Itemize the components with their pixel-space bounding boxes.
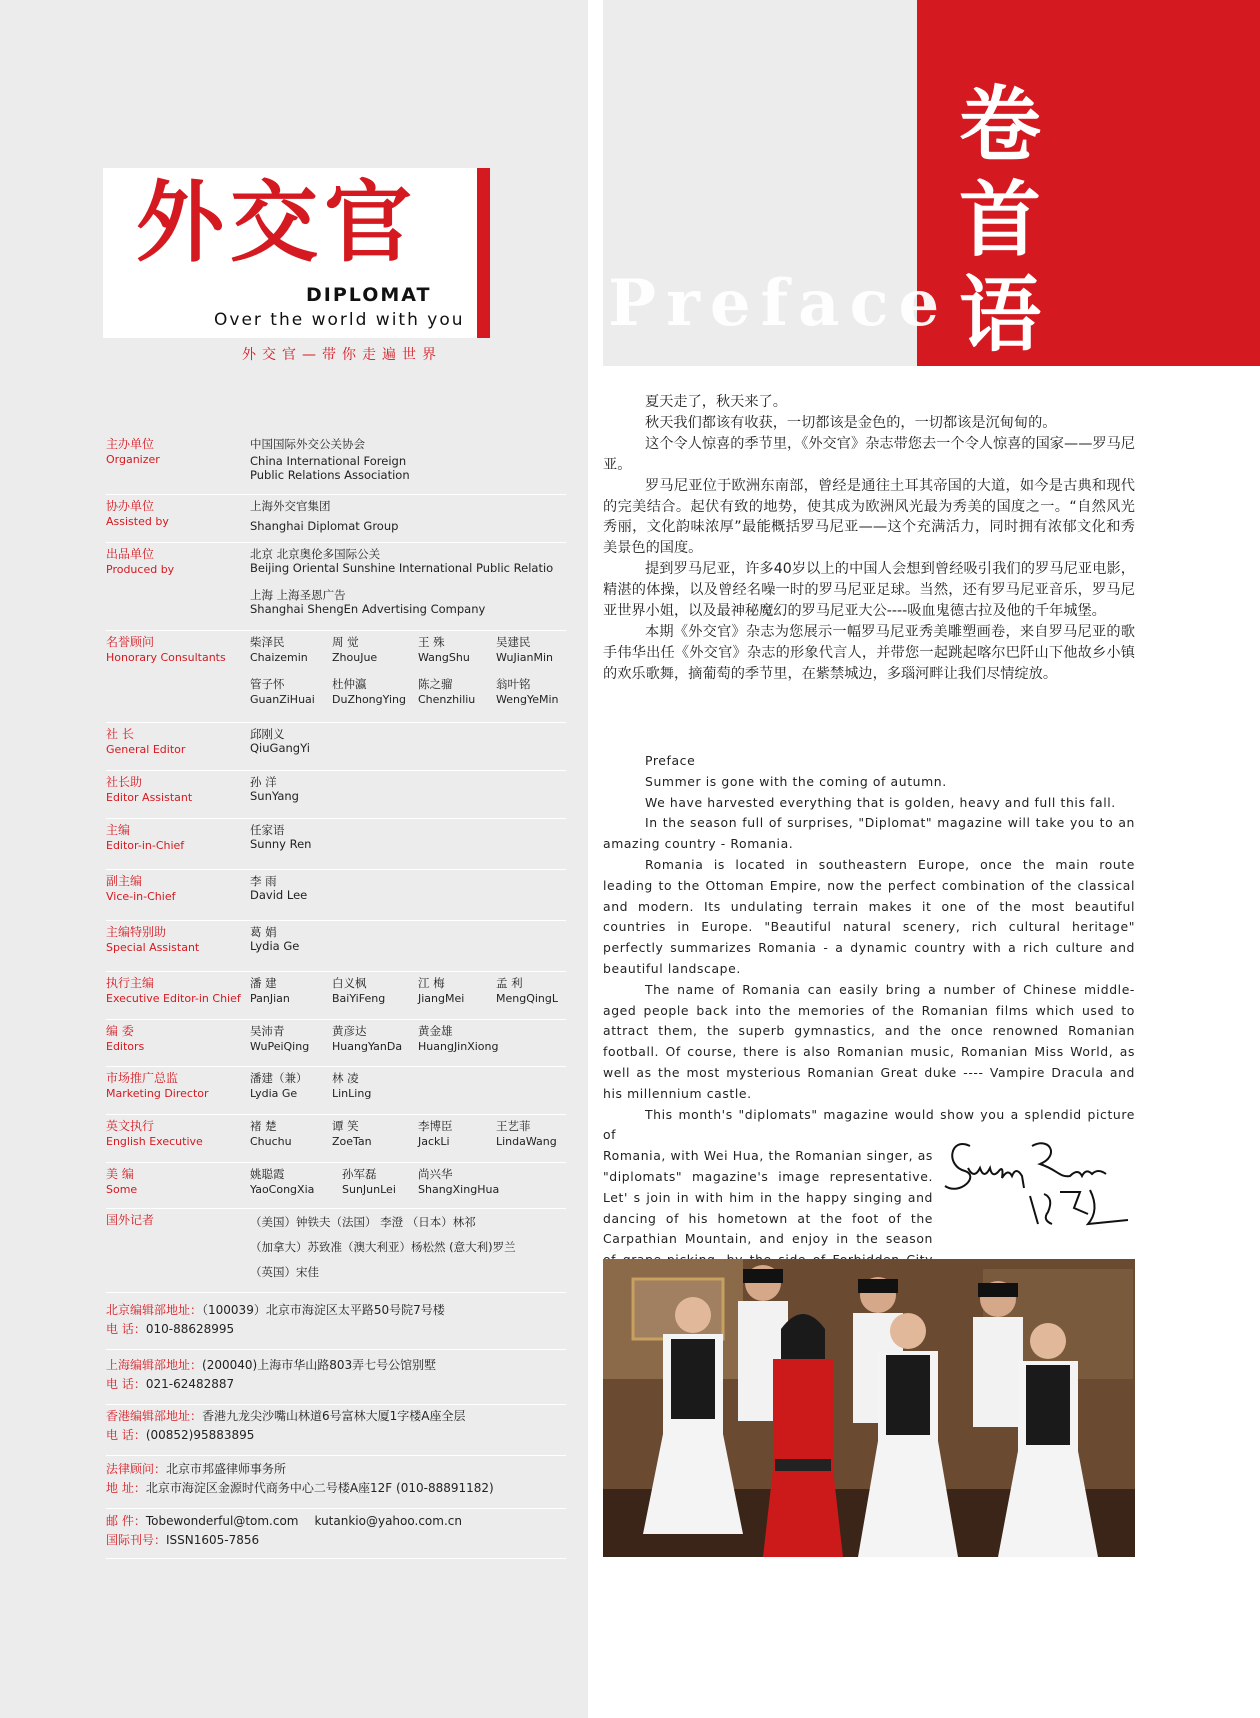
person-cn: 尚兴华 [418, 1167, 453, 1181]
person-en: ZhouJue [332, 651, 378, 664]
person-en: LindaWang [496, 1135, 557, 1148]
mail-value[interactable]: kutankio@yahoo.com.cn [314, 1514, 462, 1528]
person-cn: 王艺菲 [496, 1119, 531, 1133]
person-en: WuJianMin [496, 651, 553, 664]
person-en: Chuchu [250, 1135, 292, 1148]
person-en: Lydia Ge [250, 1087, 298, 1100]
masthead-row-honorary [106, 631, 566, 723]
value-en: China International Foreign [250, 454, 407, 468]
person [418, 976, 504, 1006]
masthead-row-english-exec [106, 1115, 566, 1163]
person-en: Chaizemin [250, 651, 308, 664]
signature-stroke [945, 1144, 970, 1189]
person-cn: 柴泽民 [250, 635, 285, 649]
person [496, 677, 582, 707]
paragraph: 罗马尼亚位于欧洲东南部，曾经是通往土耳其帝国的大道，如今是古典和现代的完美结合。起伏有致的地势，使其成为欧洲风光最为秀美的国度之一。“自然风光秀丽，文化韵味浓厚”最能概括罗马尼亚——这个充满活力，同时拥有浓郁文化和秀美景色的国度。 [603, 477, 1135, 557]
person-cn: 褚 楚 [250, 1119, 277, 1133]
tel-value: (00852)95883895 [145, 1428, 255, 1442]
person-cn: 潘建（兼） [250, 1071, 308, 1085]
masthead-row-executive-editor [106, 972, 566, 1020]
paragraph: 夏天走了，秋天来了。 [645, 394, 787, 410]
paragraph: We have harvested everything that is golden, heavy and full this fall. [645, 794, 1116, 810]
foreign-line: （加拿大）苏致准（澳大利亚）杨松然 (意大利)罗兰 [250, 1240, 516, 1254]
label-en: Executive Editor-in Chief [106, 992, 241, 1005]
masthead-row-editor-in-chief [106, 819, 566, 870]
label-en: Marketing Director [106, 1087, 209, 1100]
address-label: 北京编辑部地址： [106, 1303, 203, 1317]
value-en: Public Relations Association [250, 468, 410, 482]
person-en: WuPeiQing [250, 1040, 310, 1053]
mail-label: 邮 件： [106, 1514, 146, 1528]
person-cn: 江 梅 [418, 976, 445, 990]
address-beijing [106, 1301, 566, 1350]
value-en: Sunny Ren [250, 837, 312, 851]
address-label: 上海编辑部地址： [106, 1358, 203, 1372]
value-cn: 葛 娟 [250, 925, 277, 939]
value-en: David Lee [250, 888, 308, 902]
person-cn: 吴建民 [496, 635, 531, 649]
legal-advisor [106, 1460, 566, 1509]
person [250, 1071, 336, 1101]
person [250, 1119, 336, 1149]
label-cn: 副主编 [106, 874, 143, 888]
person-cn: 管子怀 [250, 677, 285, 691]
label-cn: 出品单位 [106, 547, 155, 561]
person [496, 1119, 582, 1149]
person [250, 1024, 336, 1054]
signature-image [940, 1126, 1140, 1236]
label-en: Produced by [106, 563, 175, 576]
person-cn: 孟 利 [496, 976, 523, 990]
value-en: QiuGangYi [250, 741, 310, 755]
tel-label: 电 话： [106, 1377, 146, 1391]
paragraph: In the season full of surprises, "Diplomat" magazine will take you to an amazing country - Romania. [603, 815, 1135, 852]
person-en: BaiYiFeng [332, 992, 386, 1005]
masthead-row-vice-in-chief [106, 870, 566, 921]
address-hongkong [106, 1407, 566, 1456]
person [250, 1167, 336, 1197]
person-cn: 白义枫 [332, 976, 367, 990]
person-cn: 李博臣 [418, 1119, 453, 1133]
label-en: Editor Assistant [106, 791, 193, 804]
person-cn: 吴沛青 [250, 1024, 285, 1038]
label-cn: 市场推广总监 [106, 1071, 179, 1085]
person-cn: 林 凌 [332, 1071, 359, 1085]
preface-title-cn: 卷首语 [958, 77, 1041, 363]
person [332, 677, 418, 707]
label-en: Organizer [106, 453, 160, 466]
preface-body-cn [603, 392, 1135, 685]
person [496, 635, 582, 665]
label-en: English Executive [106, 1135, 203, 1148]
label-cn: 社长助 [106, 775, 143, 789]
mail-value[interactable]: Tobewonderful@tom.com [145, 1514, 299, 1528]
label-cn: 名誉顾问 [106, 635, 155, 649]
value-cn: 任家语 [250, 823, 285, 837]
masthead-row-editor-assistant [106, 771, 566, 819]
signature-stroke [1030, 1190, 1128, 1224]
person-cn: 王 殊 [418, 635, 445, 649]
paragraph: Romania is located in southeastern Europe, once the main route leading to the Ottoman Empire, now the perfect combination of the classical and modern. Its undulating terrain makes it one of the most beautiful countries in Europe. "Beautiful natural scenery, rich cultural heritage" perfectly summarizes Romania - a dynamic country with a rich culture and beautiful landscape. [603, 856, 1135, 976]
person-cn: 黄金雄 [418, 1024, 453, 1038]
person-en: LinLing [332, 1087, 372, 1100]
preface-title-en: Preface [608, 266, 950, 341]
person-en: WengYeMin [496, 693, 559, 706]
value-cn: 邱刚义 [250, 727, 285, 741]
legal-value: 北京市邦盛律师事务所 [166, 1462, 287, 1476]
masthead-row-foreign [106, 1209, 566, 1293]
logo-title-cn: 外交官 [136, 170, 419, 274]
label-cn: 美 编 [106, 1167, 134, 1181]
tel-label: 电 话： [106, 1428, 146, 1442]
paragraph: Romania, with Wei Hua, the Romanian singer, as "diplomats" magazine's image representative. Let' s join in with him in the happy singing and dancing of his hometown at the foot of the Carpathian Mountain, and enjoy in the season [603, 1148, 933, 1247]
person [418, 1119, 504, 1149]
logo-tagline: Over the world with you [214, 310, 465, 330]
person-cn: 周 觉 [332, 635, 359, 649]
address-value: 香港九龙尖沙嘴山林道6号富林大厦1字楼A座全层 [202, 1409, 466, 1423]
person [418, 677, 504, 707]
person [342, 1167, 428, 1197]
value-cn: 北京 北京奥伦多国际公关 [250, 547, 381, 561]
contact-mail [106, 1512, 566, 1559]
legal-address-label: 地 址： [106, 1481, 146, 1495]
masthead-row-marketing [106, 1067, 566, 1115]
label-cn: 国外记者 [106, 1213, 155, 1227]
value-cn: 上海 上海圣恩广告 [250, 588, 346, 602]
person-cn: 杜仲瀛 [332, 677, 367, 691]
person [332, 1024, 418, 1054]
person-cn: 姚聪霞 [250, 1167, 285, 1181]
person [418, 1024, 528, 1054]
person-cn: 潘 建 [250, 976, 277, 990]
label-en: Vice-in-Chief [106, 890, 176, 903]
person [332, 1071, 418, 1101]
paragraph: The name of Romania can easily bring a number of Chinese middle-aged people back into the memories of the Romanian films which used to attract them, the superb gymnastics, and the once renowned Romanian football. Of course, there is also Romanian music, Romanian Miss World, as well as the most mysterious Romanian Great duke ---- Vampire Dracula and his millennium castle. [603, 981, 1135, 1101]
label-cn: 协办单位 [106, 499, 155, 513]
person [418, 635, 504, 665]
person-en: YaoCongXia [250, 1183, 315, 1196]
person [250, 976, 336, 1006]
masthead-row-special-assistant [106, 921, 566, 972]
value-cn: 李 雨 [250, 874, 277, 888]
tel-value: 010-88628995 [145, 1322, 235, 1336]
label-cn: 执行主编 [106, 976, 155, 990]
person-en: DuZhongYing [332, 693, 406, 706]
person [496, 976, 582, 1006]
person-en: ZoeTan [332, 1135, 372, 1148]
legal-address-value: 北京市海淀区金源时代商务中心二号楼A座12F (010-88891182) [145, 1481, 494, 1495]
foreign-line: （美国）钟铁夫（法国） 李澄 （日本）林祁 [250, 1215, 476, 1229]
masthead-row-assisted [106, 495, 566, 543]
person-cn: 孙军磊 [342, 1167, 377, 1181]
label-en: Assisted by [106, 515, 169, 528]
paragraph: 秋天我们都该有收获，一切都该是金色的，一切都该是沉甸甸的。 [645, 414, 1057, 431]
paragraph: Summer is gone with the coming of autumn. [645, 773, 947, 789]
slogan: 外交官—带你走遍世界 [242, 347, 442, 363]
person [332, 1119, 418, 1149]
person-cn: 谭 笑 [332, 1119, 359, 1133]
masthead-row-art [106, 1163, 566, 1209]
paragraph: 提到罗马尼亚，许多40岁以上的中国人会想到曾经吸引我们的罗马尼亚电影，精湛的体操，以及曾经名噪一时的罗马尼亚足球。当然，还有罗马尼亚音乐，罗马尼亚世界小姐，以及最神秘魔幻的罗马尼亚大公----吸血鬼德古拉及他的千年城堡。 [603, 561, 1135, 620]
paragraph: 本期《外交官》杂志为您展示一幅罗马尼亚秀美雕塑画卷，来自罗马尼亚的歌手伟华出任《外交官》杂志的形象代言人，并带您一起跳起喀尔巴阡山下他故乡小镇的欢乐歌舞，摘葡萄的季节里，在紫禁城边，多瑙河畔让我们尽情绽放。 [603, 623, 1135, 682]
paragraph: This month's "diplomats" magazine would show you a splendid picture of [603, 1106, 1135, 1143]
label-en: Special Assistant [106, 941, 200, 954]
person-en: PanJian [250, 992, 290, 1005]
address-value: （100039）北京市海淀区太平路50号院7号楼 [202, 1303, 445, 1317]
person-en: MengQingL [496, 992, 559, 1005]
tel-value: 021-62482887 [145, 1377, 235, 1391]
address-label: 香港编辑部地址： [106, 1409, 203, 1423]
legal-label: 法律顾问： [106, 1462, 167, 1476]
person-en: ShangXingHua [418, 1183, 500, 1196]
person-en: JiangMei [418, 992, 465, 1005]
label-cn: 主办单位 [106, 437, 155, 451]
person-cn: 陈之骝 [418, 677, 453, 691]
value-en: Shanghai ShengEn Advertising Company [250, 602, 486, 616]
masthead [106, 433, 566, 1293]
value-en: Shanghai Diplomat Group [250, 519, 399, 533]
label-en: Some [106, 1183, 138, 1196]
person [250, 677, 336, 707]
person [418, 1167, 528, 1197]
label-cn: 主编 [106, 823, 131, 837]
value-en: Beijing Oriental Sunshine International Public Relatio [250, 561, 554, 575]
person-en: GuanZiHuai [250, 693, 315, 706]
value-cn: 中国国际外交公关协会 [250, 437, 365, 451]
logo-title-en: DIPLOMAT [306, 284, 432, 306]
value-cn: 孙 洋 [250, 775, 277, 789]
issn-label: 国际刊号： [106, 1533, 167, 1547]
value-en: SunYang [250, 789, 299, 803]
value-cn: 上海外交官集团 [250, 499, 331, 513]
person-en: Chenzhiliu [418, 693, 476, 706]
person [332, 635, 418, 665]
person-cn: 黄彦达 [332, 1024, 367, 1038]
person-en: SunJunLei [342, 1183, 396, 1196]
label-en: Editors [106, 1040, 145, 1053]
masthead-row-editors [106, 1020, 566, 1067]
person-en: HuangYanDa [332, 1040, 403, 1053]
label-en: Editor-in-Chief [106, 839, 185, 852]
person-en: WangShu [418, 651, 470, 664]
signature-stroke [1032, 1143, 1106, 1176]
foreign-line: （英国）宋佳 [250, 1265, 319, 1279]
address-shanghai [106, 1356, 566, 1405]
person [332, 976, 418, 1006]
masthead-row-produced [106, 543, 566, 631]
signature-stroke [968, 1168, 1024, 1188]
masthead-row-organizer [106, 433, 566, 495]
person-cn: 翁叶铭 [496, 677, 531, 691]
label-en: Honorary Consultants [106, 651, 226, 664]
masthead-row-general-editor [106, 723, 566, 771]
issn-value: ISSN1605-7856 [166, 1533, 260, 1547]
label-en: General Editor [106, 743, 186, 756]
tel-label: 电 话： [106, 1322, 146, 1336]
label-cn: 社 长 [106, 727, 134, 741]
person [250, 635, 336, 665]
label-cn: 主编特别助 [106, 925, 167, 939]
value-en: Lydia Ge [250, 939, 300, 953]
label-cn: 编 委 [106, 1024, 134, 1038]
paragraph: 这个令人惊喜的季节里，《外交官》杂志带您去一个令人惊喜的国家——罗马尼亚。 [603, 435, 1135, 473]
paragraph: Preface [645, 753, 696, 768]
label-cn: 英文执行 [106, 1119, 155, 1133]
person-en: HuangJinXiong [418, 1040, 499, 1053]
logo-accent-bar [477, 168, 490, 338]
group-photo [603, 1259, 1135, 1557]
person-en: JackLi [418, 1135, 450, 1148]
address-value: (200040)上海市华山路803弄七号公馆别墅 [202, 1358, 437, 1372]
